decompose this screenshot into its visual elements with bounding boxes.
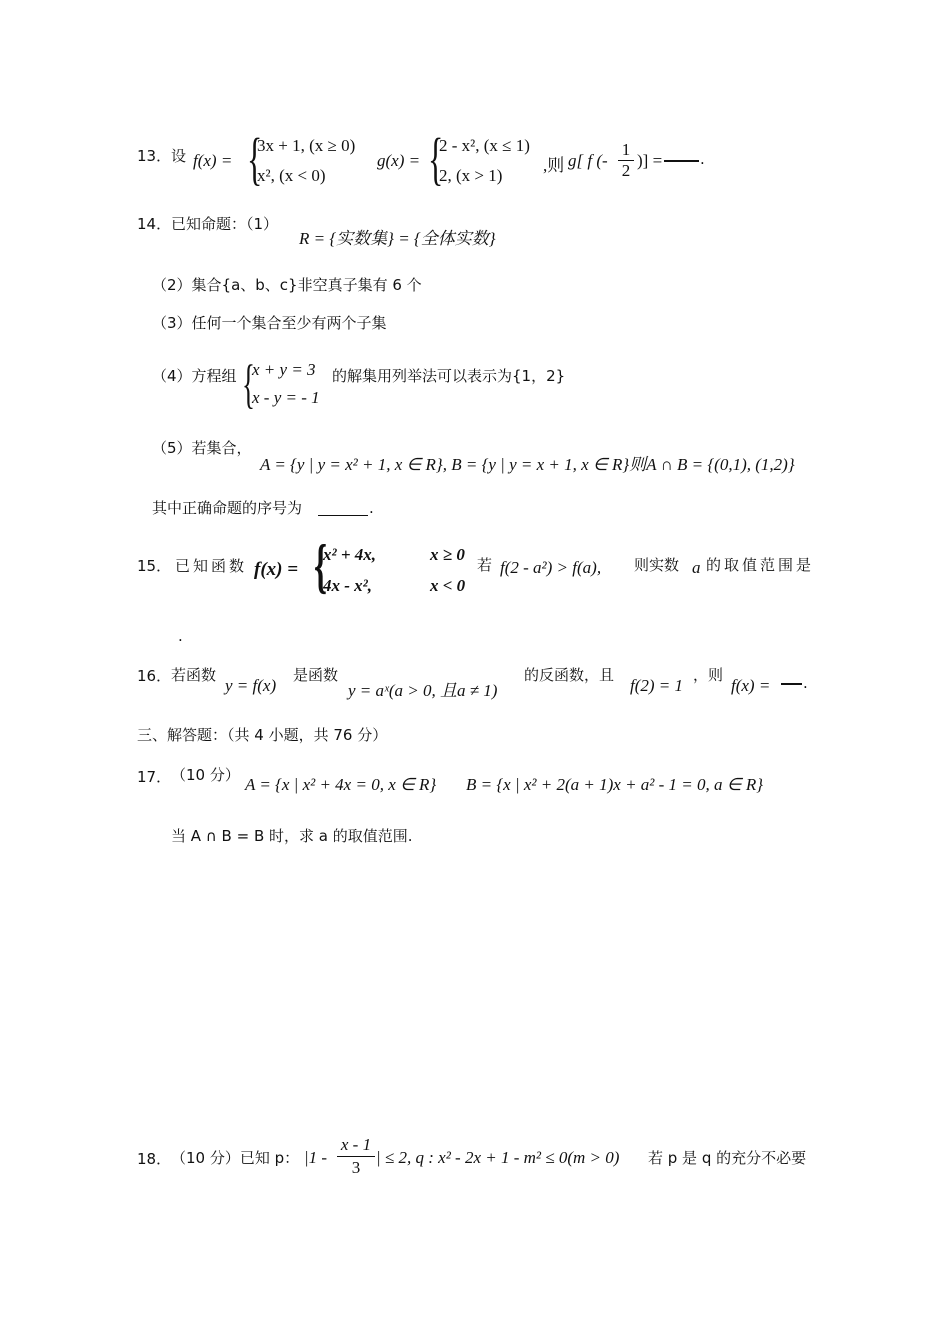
q17-setA: A = {x | x² + 4x = 0, x ∈ R} bbox=[245, 775, 437, 794]
q15-f-lhs: f(x) = bbox=[254, 559, 299, 580]
q14-s4-eq2: x - y = - 1 bbox=[252, 388, 320, 407]
q16-lead: 若函数 bbox=[171, 666, 217, 684]
q13-f-case1: 3x + 1, (x ≥ 0) bbox=[257, 136, 356, 155]
q15-ruo: 若 bbox=[477, 556, 493, 574]
q15-number: 15． bbox=[137, 557, 172, 575]
q15-case1-cond: x ≥ 0 bbox=[430, 545, 465, 564]
q14-s5-expr: A = {y | y = x² + 1, x ∈ R}, B = {y | y = x + 1, x ∈ R}则A ∩ B = {(0,1), (1,2)} bbox=[260, 455, 795, 474]
section3-title: 三、解答题：（共 4 小题，共 76 分） bbox=[137, 726, 388, 744]
q15-ineq: f(2 - a²) > f(a), bbox=[500, 558, 602, 577]
q14-s4-tail: 的解集用列举法可以表示为{1，2} bbox=[332, 367, 566, 385]
q14-s4-eq1: x + y = 3 bbox=[252, 360, 316, 379]
q16-then: ，则 bbox=[693, 666, 724, 684]
q18-number: 18． bbox=[137, 1150, 172, 1168]
q13-g-case2: 2, (x > 1) bbox=[439, 166, 503, 185]
q15-case1-expr: x² + 4x, bbox=[323, 545, 377, 564]
q16-expo: y = aˣ(a > 0, 且a ≠ 1) bbox=[348, 681, 498, 700]
q13-f-lhs: f(x) = bbox=[193, 151, 233, 170]
q13-frac-num: 1 bbox=[618, 140, 634, 161]
q14-conclusion: 其中正确命题的序号为 bbox=[152, 499, 303, 517]
q13-g-case1: 2 - x², (x ≤ 1) bbox=[439, 136, 530, 155]
q13-number: 13． bbox=[137, 147, 172, 165]
q18-abs-open: |1 - bbox=[304, 1148, 328, 1167]
q18-abs-close: | ≤ 2, q : x² - 2x + 1 - m² ≤ 0(m > 0) bbox=[376, 1148, 620, 1167]
q13-lead: 设 bbox=[171, 147, 187, 165]
q16-y-fx: y = f(x) bbox=[225, 676, 277, 695]
q16-inverse: 的反函数，且 bbox=[524, 666, 615, 684]
q15-trailing-dot: . bbox=[178, 627, 183, 645]
q15-tail: 的取值范围是 bbox=[706, 556, 815, 574]
q17-setB: B = {x | x² + 2(a + 1)x + a² - 1 = 0, a ∈ R} bbox=[466, 775, 764, 794]
q15-case2-expr: 4x - x², bbox=[323, 576, 373, 595]
q18-tail: 若 p 是 q 的充分不必要 bbox=[648, 1149, 807, 1167]
q17-score: （10 分） bbox=[171, 766, 240, 784]
q14-lead: 已知命题：（1） bbox=[171, 215, 279, 233]
q18-frac-num: x - 1 bbox=[337, 1134, 375, 1157]
q13-g-lhs: g(x) = bbox=[377, 151, 421, 170]
q14-s3: （3）任何一个集合至少有两个子集 bbox=[152, 314, 387, 332]
q13-answer-blank bbox=[664, 160, 699, 162]
q13-g-brace: { bbox=[428, 126, 444, 191]
q15-then: 则实数 bbox=[634, 556, 680, 574]
q16-f2: f(2) = 1 bbox=[630, 676, 684, 695]
q13-frac bbox=[618, 140, 634, 181]
q13-tail-expr: g[ f (- bbox=[568, 151, 608, 170]
q17-number: 17． bbox=[137, 768, 172, 786]
q16-period: . bbox=[803, 674, 808, 692]
q13-period: . bbox=[700, 150, 705, 168]
q14-s5-lead: （5）若集合， bbox=[152, 439, 252, 457]
q13-frac-den: 2 bbox=[621, 161, 631, 180]
q16-mid: 是函数 bbox=[293, 666, 339, 684]
q16-answer-blank bbox=[781, 683, 802, 685]
q18-frac bbox=[337, 1134, 375, 1179]
q14-s2: （2）集合{a、b、c}非空真子集有 6 个 bbox=[152, 276, 422, 294]
q14-s4-brace: { bbox=[242, 354, 255, 414]
q14-s4-lead: （4）方程组 bbox=[152, 367, 237, 385]
q15-var: a bbox=[692, 558, 701, 577]
q16-fx: f(x) = bbox=[731, 676, 771, 695]
q17-ask: 当 A ∩ B = B 时，求 a 的取值范围. bbox=[171, 827, 413, 845]
q13-f-brace: { bbox=[247, 126, 263, 191]
q15-case2-cond: x < 0 bbox=[430, 576, 466, 595]
q13-f-case2: x², (x < 0) bbox=[257, 166, 326, 185]
q14-answer-blank bbox=[318, 515, 368, 516]
q13-tail-prefix: ,则 bbox=[543, 156, 565, 175]
q14-conclusion-end: . bbox=[369, 499, 374, 517]
q13-tail-end: )] = bbox=[637, 151, 663, 170]
q14-s1: R = {实数集} = {全体实数} bbox=[299, 229, 496, 248]
q15-lead: 已知函数 bbox=[175, 557, 248, 575]
q16-number: 16． bbox=[137, 667, 172, 685]
q18-frac-den: 3 bbox=[351, 1158, 361, 1177]
q15-brace: { bbox=[314, 533, 328, 599]
q18-score: （10 分）已知 p： bbox=[171, 1149, 300, 1167]
q14-number: 14． bbox=[137, 215, 172, 233]
